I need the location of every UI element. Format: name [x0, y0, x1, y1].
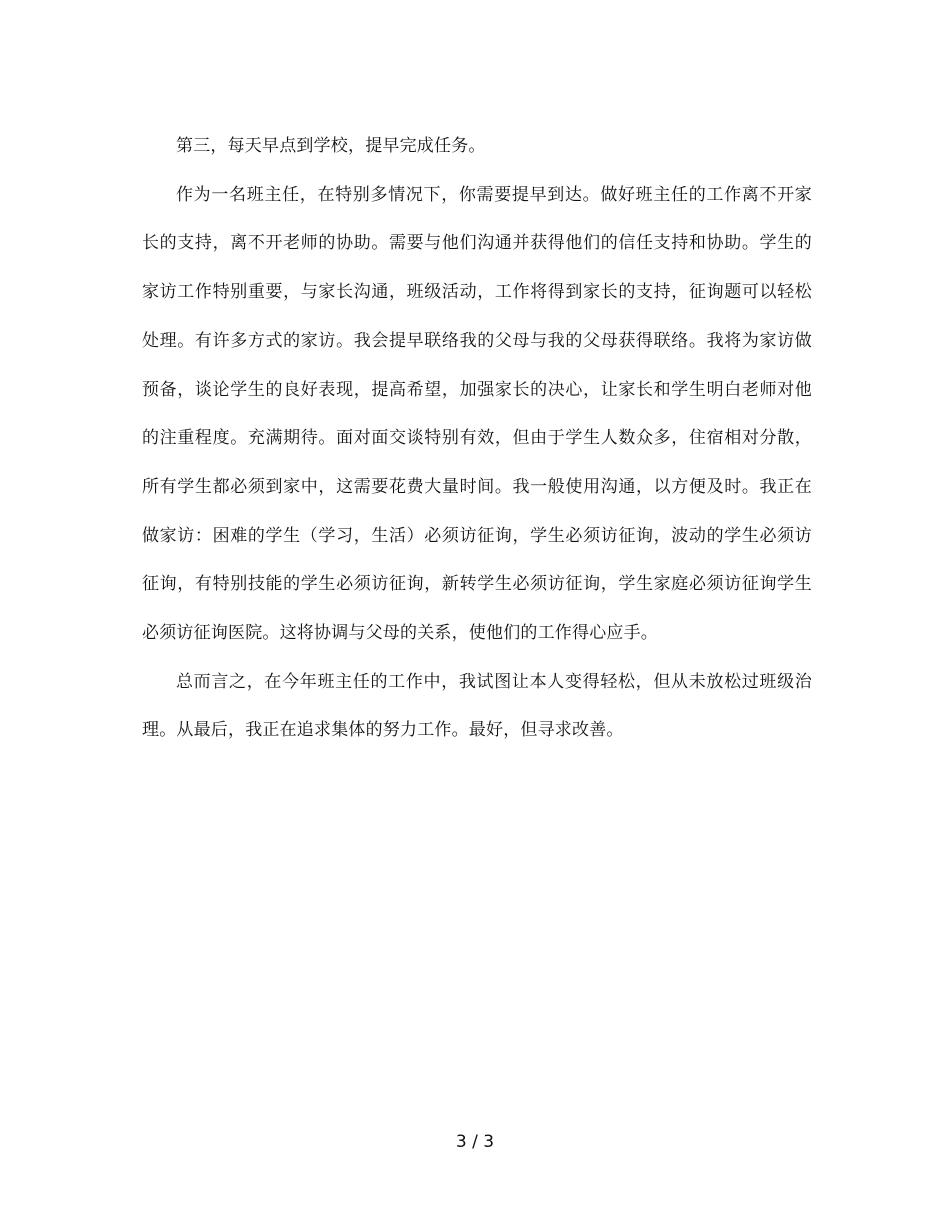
- paragraph-1: 第三，每天早点到学校，提早完成任务。: [176, 136, 486, 156]
- paragraph-3: 总而言之，在今年班主任的工作中，我试图让本人变得轻松，但从未放松过班级治理。从最后，我正在追求集体的努力工作。最好，但寻求改善。: [142, 671, 812, 741]
- page-number: 3 / 3: [455, 1132, 495, 1152]
- document-body: [142, 122, 812, 755]
- paragraph-2: 作为一名班主任，在特别多情况下，你需要提早到达。做好班主任的工作离不开家长的支持，离不开老师的协助。需要与他们沟通并获得他们的信任支持和协助。学生的家访工作特别重要，与家长沟通，班级活动，工作将得到家长的支持，征询题可以轻松处理。有许多方式的家访。我会提早联络我的父母与我的父母获得联络。我将为家访做预备，谈论学生的良好表现，提高希望，加强家长的决心，让家长和学生明白老师对他的注重程度。充满期待。面对面交谈特别有效，但由于学生人数众多，住宿相对分散，所有学生都必须到家中，这需要花费大量时间。我一般使用沟通，以方便及时。我正在做家访：困难的学生（学习，生活）必须访征询，学生必须访征询，波动的学生必须访征询，有特别技能的学生必须访征询，新转学生必须访征询，学生家庭必须访征询学生必须访征询医院。这将协调与父母的关系，使他们的工作得心应手。: [142, 184, 812, 644]
